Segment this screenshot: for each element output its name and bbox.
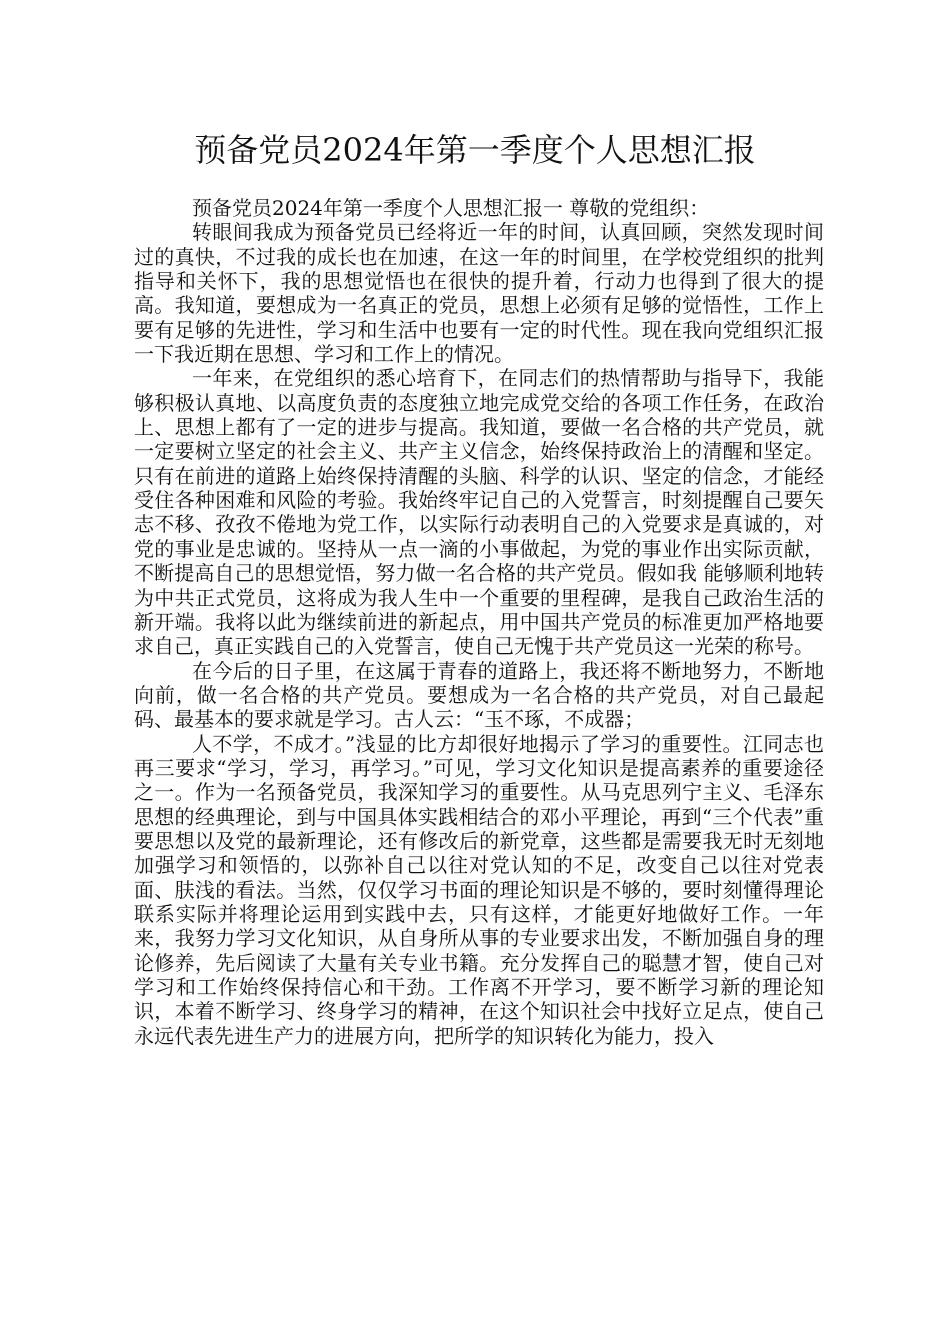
paragraph: 转眼间我成为预备党员已经将近一年的时间，认真回顾，突然发现时间过的真快，不过我的成长也在加速，在这一年的时间里，在学校党组织的批判指导和关怀下，我的思想觉悟也在很快的提升着，行动力也得到了很大的提高。我知道，要想成为一名真正的党员，思想上必须有足够的觉悟性，工作上要有足够的先进性，学习和生活中也要有一定的时代性。现在我向党组织汇报一下我近期在思想、学习和工作上的情况。 (134, 220, 824, 367)
document-title: 预备党员2024年第一季度个人思想汇报 (194, 131, 756, 169)
paragraph: 一年来，在党组织的悉心培育下，在同志们的热情帮助与指导下，我能够积极认真地、以高度负责的态度独立地完成党交给的各项工作任务，在政治上、思想上都有了一定的进步与提高。我知道，要做一名合格的共产党员，就一定要树立坚定的社会主义、共产主义信念，始终保持政治上的清醒和坚定。只有在前进的道路上始终保持清醒的头脑、科学的认识、坚定的信念，才能经受住各种困难和风险的考验。我始终牢记自己的入党誓言，时刻提醒自己要矢志不移、孜孜不倦地为党工作，以实际行动表明自己的入党要求是真诚的，对党的事业是忠诚的。坚持从一点一滴的小事做起，为党的事业作出实际贡献，不断提高自己的思想觉悟，努力做一名合格的共产党员。假如我 能够顺利地转为中共正式党员，这将成为我人生中一个重要的里程碑，是我自己政治生活的新开端。我将以此为继续前进的新起点，用中国共产党员的标准更加严格地要求自己，真正实践自己的入党誓言，使自己无愧于共产党员这一光荣的称号。 (134, 366, 824, 659)
paragraph: 人不学，不成才。”浅显的比方却很好地揭示了学习的重要性。江同志也再三要求“学习，学习，再学习。”可见，学习文化知识是提高素养的重要途径之一。作为一名预备党员，我深知学习的重要性。从马克思列宁主义、毛泽东思想的经典理论，到与中国具体实践相结合的邓小平理论，再到“三个代表”重要思想以及党的最新理论，还有修改后的新党章，这些都是需要我无时无刻地加强学习和领悟的，以弥补自己以往对党认知的不足，改变自己以往对党表面、肤浅的看法。当然，仅仅学习书面的理论知识是不够的，要时刻懂得理论联系实际并将理论运用到实践中去，只有这样，才能更好地做好工作。一年来，我努力学习文化知识，从自身所从事的专业要求出发，不断加强自身的理论修养，先后阅读了大量有关专业书籍。充分发挥自己的聪慧才智，使自己对学习和工作始终保持信心和干劲。工作离不开学习，要不断学习新的理论知识，本着不断学习、终身学习的精神，在这个知识社会中找好立足点，使自己永远代表先进生产力的进展方向，把所学的知识转化为能力，投入 (134, 731, 824, 1048)
paragraph-salutation: 预备党员2024年第一季度个人思想汇报一 尊敬的党组织： (192, 196, 710, 220)
paragraph: 在今后的日子里，在这属于青春的道路上，我还将不断地努力，不断地向前，做一名合格的共产党员。要想成为一名合格的共产党员，对自己最起码、最基本的要求就是学习。古人云：“玉不琢，不成器； (134, 658, 824, 732)
document-body (134, 196, 824, 1048)
